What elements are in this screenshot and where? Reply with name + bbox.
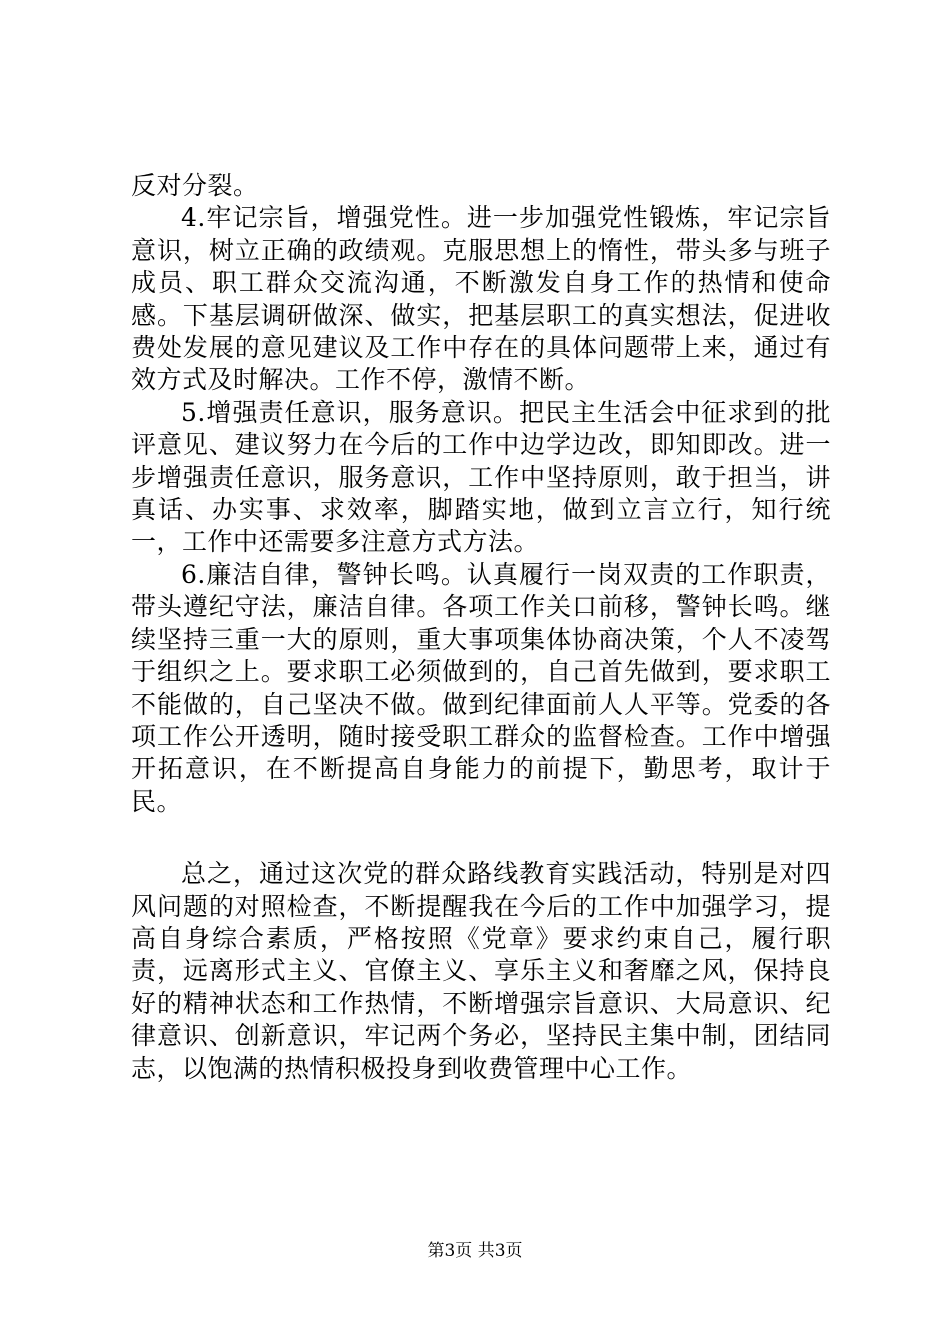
page-number-footer: 第3页 共3页 — [427, 1241, 523, 1261]
document-body — [131, 170, 831, 1085]
paragraph-item-4: 4.牢记宗旨，增强党性。进一步加强党性锻炼，牢记宗旨意识，树立正确的政绩观。克服思想上的惰性，带头多与班子成员、职工群众交流沟通，不断激发自身工作的热情和使命感。下基层调研做深、做实，把基层职工的真实想法，促进收费处发展的意见建议及工作中存在的具体问题带上来，通过有效方式及时解决。工作不停，激情不断。 — [131, 203, 831, 395]
paragraph-summary: 总之，通过这次党的群众路线教育实践活动，特别是对四风问题的对照检查，不断提醒我在今后的工作中加强学习，提高自身综合素质，严格按照《党章》要求约束自己，履行职责，远离形式主义、官僚主义、享乐主义和奢靡之风，保持良好的精神状态和工作热情，不断增强宗旨意识、大局意识、纪律意识、创新意识，牢记两个务必，坚持民主集中制，团结同志，以饱满的热情积极投身到收费管理中心工作。 — [131, 859, 831, 1083]
paragraph-item-6: 6.廉洁自律，警钟长鸣。认真履行一岗双责的工作职责，带头遵纪守法，廉洁自律。各项工作关口前移，警钟长鸣。继续坚持三重一大的原则，重大事项集体协商决策，个人不凌驾于组织之上。要求职工必须做到的，自己首先做到，要求职工不能做的，自己坚决不做。做到纪律面前人人平等。党委的各项工作公开透明，随时接受职工群众的监督检查。工作中增强开拓意识，在不断提高自身能力的前提下，勤思考，取计于民。 — [131, 559, 831, 816]
paragraph-item-5: 5.增强责任意识，服务意识。把民主生活会中征求到的批评意见、建议努力在今后的工作中边学边改，即知即改。进一步增强责任意识，服务意识，工作中坚持原则，敢于担当，讲真话、办实事、求效率，脚踏实地，做到立言立行，知行统一，工作中还需要多注意方式方法。 — [131, 397, 831, 557]
paragraph-continuation: 反对分裂。 — [131, 171, 259, 200]
